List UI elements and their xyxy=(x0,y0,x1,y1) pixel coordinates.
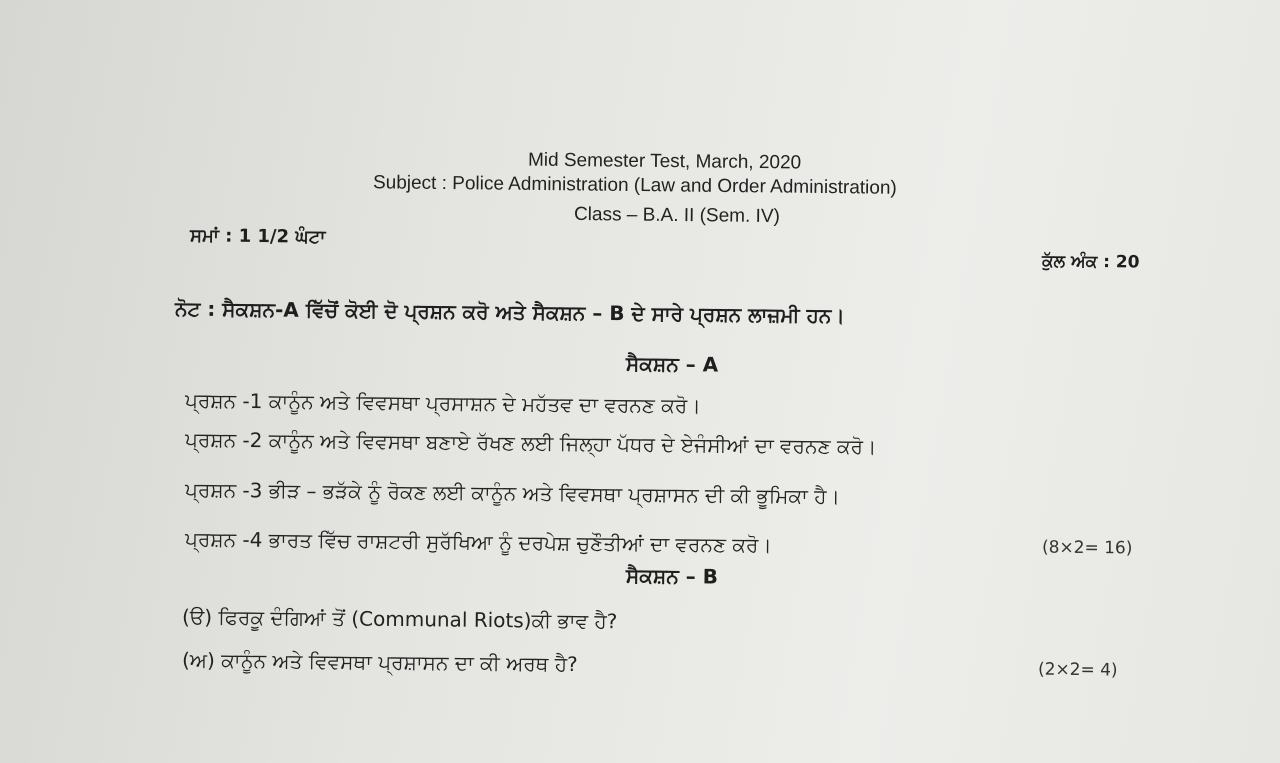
subject-line: Subject : Police Administration (Law and Order Administration) xyxy=(372,172,897,199)
section-a-question-2: ਪ੍ਰਸ਼ਨ -2 ਕਾਨੂੰਨ ਅਤੇ ਵਿਵਸਥਾ ਬਣਾਏ ਰੱਖਣ ਲਈ ਜਿਲ੍ਹਾ ਪੱਧਰ ਦੇ ਏਜੰਸੀਆਂ ਦਾ ਵਰਨਣ ਕਰੋ। xyxy=(184,427,877,459)
section-a-marks: (8×2= 16) xyxy=(1041,537,1133,559)
section-a-question-1: ਪ੍ਰਸ਼ਨ -1 ਕਾਨੂੰਨ ਅਤੇ ਵਿਵਸਥਾ ਪ੍ਰਸਾਸ਼ਨ ਦੇ ਮਹੱਤਵ ਦਾ ਵਰਨਣ ਕਰੋ। xyxy=(184,388,701,418)
time-allowed: ਸਮਾਂ : 1 1/2 ਘੰਟਾ xyxy=(189,225,326,248)
section-b-marks: (2×2= 4) xyxy=(1037,659,1118,681)
section-a-question-4: ਪ੍ਰਸ਼ਨ -4 ਭਾਰਤ ਵਿੱਚ ਰਾਸ਼ਟਰੀ ਸੁਰੱਖਿਆ ਨੂੰ ਦਰਪੇਸ਼ ਚੁਣੌਤੀਆਂ ਦਾ ਵਰਨਣ ਕਰੋ। xyxy=(184,526,772,558)
section-b-question-1: (ੳ) ਫਿਰਕੂ ਦੰਗਿਆਂ ਤੋਂ (Communal Riots)ਕੀ ਭਾਵ ਹੈ? xyxy=(181,604,618,634)
exam-title: Mid Semester Test, March, 2020 xyxy=(527,149,802,174)
total-marks: ਕੁੱਲ ਅੰਕ : 20 xyxy=(1041,251,1140,273)
instruction-note: ਨੋਟ : ਸੈਕਸ਼ਨ-A ਵਿੱਚੋਂ ਕੋਈ ਦੋ ਪ੍ਰਸ਼ਨ ਕਰੋ ਅਤੇ ਸੈਕਸ਼ਨ – B ਦੇ ਸਾਰੇ ਪ੍ਰਸ਼ਨ ਲਾਜ਼ਮੀ ਹਨ। xyxy=(174,296,845,328)
section-a-question-3: ਪ੍ਰਸ਼ਨ -3 ਭੀੜ – ਭੜੱਕੇ ਨੂੰ ਰੋਕਣ ਲਈ ਕਾਨੂੰਨ ਅਤੇ ਵਿਵਸਥਾ ਪ੍ਰਸ਼ਾਸਨ ਦੀ ਕੀ ਭੂਮਿਕਾ ਹੈ। xyxy=(184,477,841,509)
section-a-heading: ਸੈਕਸ਼ਨ – A xyxy=(625,351,719,377)
section-b-heading: ਸੈਕਸ਼ਨ – B xyxy=(625,563,719,589)
section-b-question-2: (ਅ) ਕਾਨੂੰਨ ਅਤੇ ਵਿਵਸਥਾ ਪ੍ਰਸ਼ਾਸਨ ਦਾ ਕੀ ਅਰਥ ਹੈ? xyxy=(181,647,578,677)
class-line: Class – B.A. II (Sem. IV) xyxy=(573,203,780,228)
